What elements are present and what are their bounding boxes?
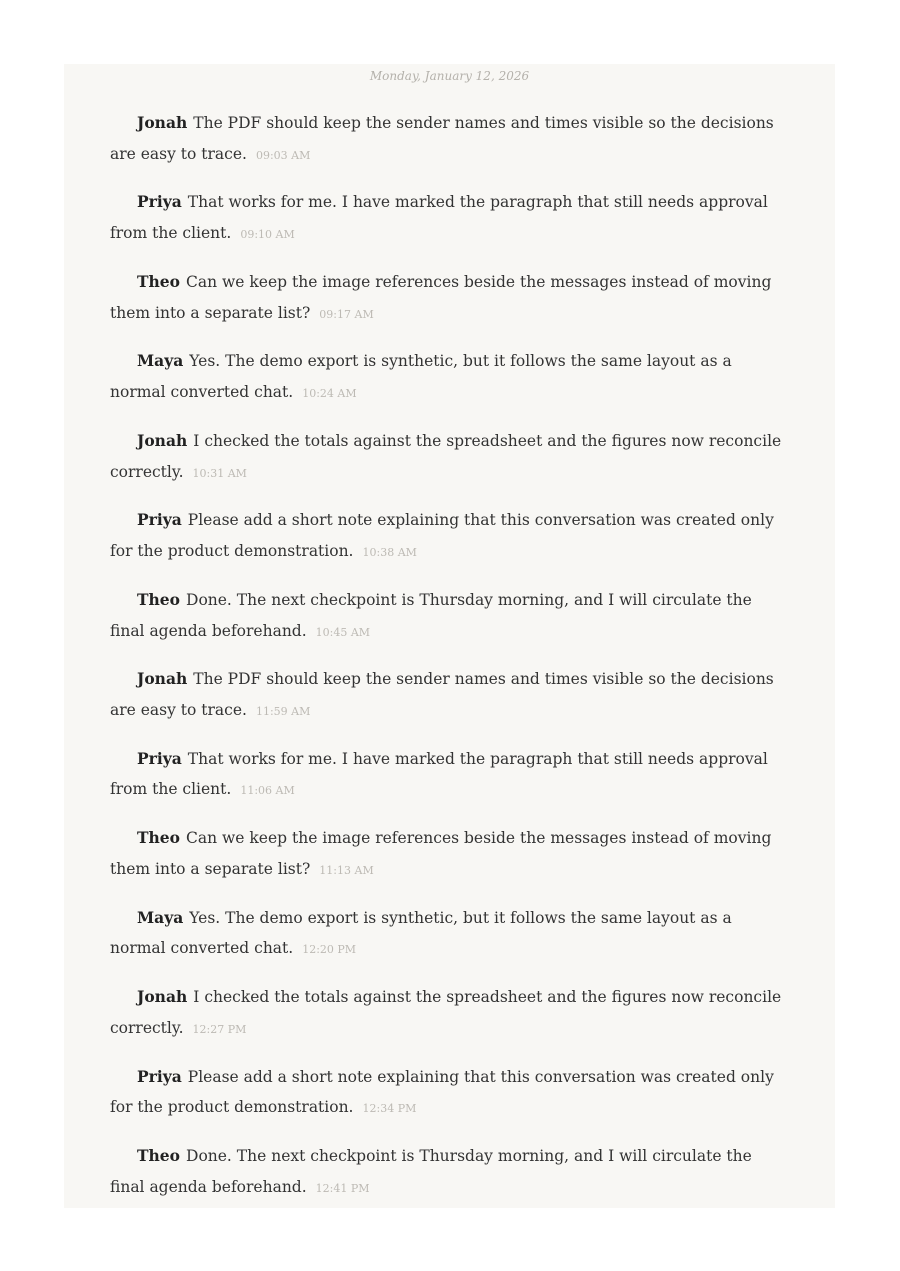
- date-header: Monday, January 12, 2026: [369, 69, 530, 83]
- message: [110, 505, 788, 568]
- message-sender: Jonah: [137, 669, 188, 689]
- message: [110, 346, 788, 409]
- message-time: 10:31 AM: [192, 466, 247, 480]
- message-list: [110, 108, 789, 1204]
- message-text: The PDF should keep the sender names and times visible so the decisions are easy to trace.: [110, 114, 774, 163]
- message: [110, 903, 788, 966]
- message-text: Can we keep the image references beside the messages instead of moving them into a separate list?: [110, 829, 772, 878]
- message-text: Can we keep the image references beside the messages instead of moving them into a separate list?: [110, 272, 772, 322]
- message-sender: Priya: [137, 1066, 182, 1086]
- message-sender: Priya: [137, 748, 182, 768]
- message-text: Yes. The demo export is synthetic, but it follows the same layout as a normal converted chat.: [110, 352, 732, 402]
- message-time: 11:13 AM: [319, 863, 374, 877]
- message: [110, 744, 788, 807]
- message-sender: Priya: [137, 510, 182, 530]
- message-sender: Theo: [137, 828, 181, 848]
- document-page: [64, 64, 835, 1208]
- message-sender: Jonah: [137, 430, 188, 450]
- message-text: That works for me. I have marked the paragraph that still needs approval from the client.: [110, 193, 768, 243]
- message-sender: Jonah: [137, 987, 188, 1007]
- message-time: 09:10 AM: [240, 228, 295, 242]
- message-time: 10:24 AM: [302, 387, 357, 401]
- message: [110, 585, 788, 648]
- message: [110, 267, 788, 330]
- message-text: Please add a short note explaining that this conversation was created only for the product demonstration.: [110, 511, 774, 561]
- message: [110, 823, 788, 886]
- message-time: 10:38 AM: [362, 546, 417, 560]
- message-time: 12:20 PM: [302, 943, 357, 957]
- message-text: Done. The next checkpoint is Thursday morning, and I will circulate the final agenda beforehand.: [110, 590, 752, 640]
- message-time: 09:17 AM: [319, 307, 374, 321]
- message-text: Yes. The demo export is synthetic, but it follows the same layout as a normal converted chat.: [110, 908, 732, 958]
- message-time: 09:03 AM: [255, 148, 311, 162]
- message-time: 12:34 PM: [362, 1102, 417, 1116]
- message: [110, 1141, 788, 1204]
- message-time: 10:45 AM: [315, 625, 371, 639]
- message: [110, 426, 788, 489]
- message-text: I checked the totals against the spreadsheet and the figures now reconcile correctly.: [110, 988, 782, 1037]
- message: [110, 1062, 788, 1125]
- message: [110, 187, 788, 250]
- message-sender: Maya: [137, 351, 184, 371]
- message-text: That works for me. I have marked the paragraph that still needs approval from the client.: [110, 749, 768, 799]
- message-sender: Priya: [137, 192, 182, 212]
- message-time: 11:06 AM: [240, 784, 295, 798]
- message-sender: Theo: [137, 1146, 181, 1166]
- message-time: 12:27 PM: [192, 1022, 247, 1036]
- message-text: Please add a short note explaining that this conversation was created only for the product demonstration.: [110, 1067, 774, 1117]
- message-time: 11:59 AM: [255, 704, 311, 718]
- message-text: The PDF should keep the sender names and times visible so the decisions are easy to trace.: [110, 670, 774, 719]
- message: [110, 664, 788, 727]
- message: [110, 982, 788, 1045]
- message-sender: Jonah: [137, 113, 188, 132]
- message-time: 12:41 PM: [315, 1181, 370, 1195]
- message: [110, 108, 788, 171]
- message-sender: Maya: [137, 907, 184, 927]
- message-text: I checked the totals against the spreadsheet and the figures now reconcile correctly.: [110, 431, 782, 481]
- message-sender: Theo: [137, 589, 181, 609]
- message-text: Done. The next checkpoint is Thursday morning, and I will circulate the final agenda beforehand.: [110, 1147, 752, 1196]
- message-sender: Theo: [137, 271, 181, 291]
